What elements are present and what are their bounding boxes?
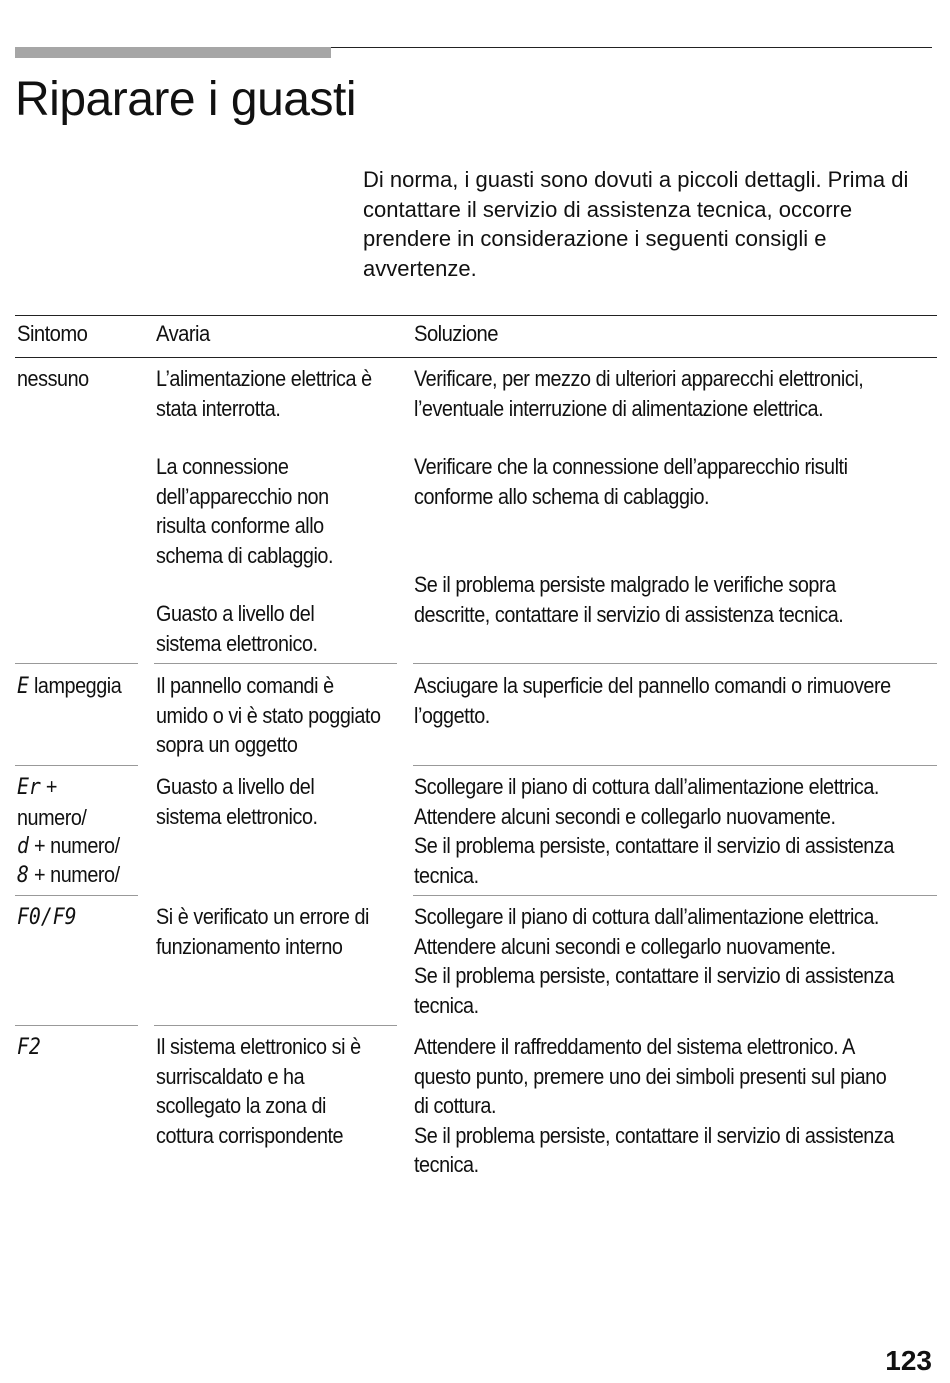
- row-divider: [15, 765, 138, 766]
- row3-avaria: Guasto a livello del sistema elettronico.: [156, 774, 318, 829]
- row2-avaria: Il pannello comandi è umido o vi è stato poggiato sopra un oggetto: [156, 673, 381, 757]
- row-divider: [15, 895, 138, 896]
- row1-sintomo: nessuno: [17, 366, 89, 391]
- row3-sintomo-8: 8 + numero/: [17, 862, 120, 888]
- row3-soluzione: Scollegare il piano di cottura dall’alimentazione elettrica. Attendere alcuni secondi e collegarlo nuovamente. Se il problema persiste, contattare il servizio di assistenza tecnica.: [414, 774, 894, 888]
- row3-sintomo-d: d + numero/: [17, 833, 120, 859]
- display-code-8: 8: [17, 863, 29, 888]
- row-divider: [15, 1025, 138, 1026]
- row5-sintomo: [17, 1032, 41, 1063]
- row1-avaria-1: L’alimentazione elettrica è stata interrotta.: [156, 366, 372, 421]
- row-divider: [154, 1025, 397, 1026]
- column-header-soluzione: Soluzione: [414, 321, 498, 346]
- row1-soluzione-2: Verificare che la connessione dell’apparecchio risulti conforme allo schema di cablaggio.: [414, 454, 848, 509]
- header-rule-thin: [331, 47, 932, 48]
- display-code-er: Er: [17, 775, 41, 800]
- column-header-avaria: Avaria: [156, 321, 210, 346]
- display-code-f0-f9: F0/F9: [17, 905, 77, 930]
- row1-soluzione-3: Se il problema persiste malgrado le verifiche sopra descritte, contattare il servizio di assistenza tecnica.: [414, 572, 844, 627]
- row1-soluzione-1: Verificare, per mezzo di ulteriori apparecchi elettronici, l’eventuale interruzione di alimentazione elettrica.: [414, 366, 864, 421]
- page-number: 123: [885, 1345, 932, 1376]
- row5-avaria: Il sistema elettronico si è surriscaldato e ha scollegato la zona di cottura corrispondente: [156, 1034, 361, 1148]
- row-divider: [413, 895, 937, 896]
- row3-sintomo-er: Er + numero/: [17, 774, 87, 830]
- row4-soluzione: Scollegare il piano di cottura dall’alimentazione elettrica. Attendere alcuni secondi e collegarlo nuovamente. Se il problema persiste, contattare il servizio di assistenza tecnica.: [414, 904, 894, 1018]
- row1-avaria-3: Guasto a livello del sistema elettronico.: [156, 601, 318, 656]
- table-top-rule: [15, 315, 937, 316]
- display-code-d: d: [17, 834, 29, 859]
- row2-soluzione: Asciugare la superficie del pannello comandi o rimuovere l’oggetto.: [414, 673, 891, 728]
- row-divider: [15, 663, 138, 664]
- display-code-e: E: [17, 674, 29, 699]
- row1-avaria-2: La connessione dell’apparecchio non risulta conforme allo schema di cablaggio.: [156, 454, 334, 568]
- column-header-sintomo: Sintomo: [17, 321, 88, 346]
- intro-paragraph: Di norma, i guasti sono dovuti a piccoli dettagli. Prima di contattare il servizio di assistenza tecnica, occorre prendere in considerazione i seguenti consigli e avvertenze.: [363, 167, 909, 281]
- row5-soluzione: Attendere il raffreddamento del sistema elettronico. A questo punto, premere uno dei simboli presenti sul piano di cottura. Se il problema persiste, contattare il servizio di assistenza tecnica.: [414, 1034, 894, 1177]
- row-divider: [413, 765, 937, 766]
- page-title: Riparare i guasti: [15, 73, 356, 126]
- row2-sintomo: E lampeggia: [17, 673, 122, 699]
- header-rule-thick: [15, 47, 331, 58]
- row4-sintomo: [17, 902, 77, 933]
- row-divider: [154, 663, 397, 664]
- table-header-rule: [15, 357, 937, 358]
- row4-avaria: Si è verificato un errore di funzionamento interno: [156, 904, 370, 959]
- row-divider: [413, 663, 937, 664]
- display-code-f2: F2: [17, 1035, 41, 1060]
